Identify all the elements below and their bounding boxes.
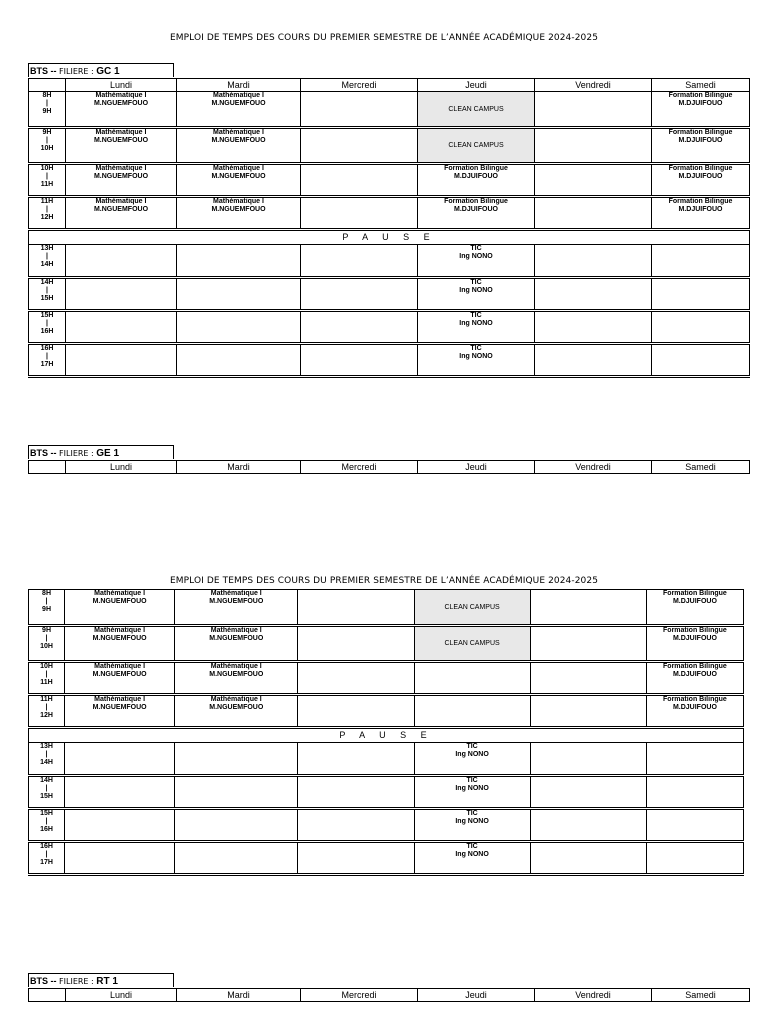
empty-slot	[65, 776, 175, 809]
empty-slot	[175, 842, 298, 875]
slot-course: Formation Bilingue	[668, 129, 733, 136]
slot-teacher: M.DJUIFOUO	[678, 137, 723, 144]
slot-teacher: M.DJUIFOUO	[672, 635, 717, 642]
time-row	[29, 662, 744, 695]
pause-label: P A U S E	[29, 230, 750, 245]
empty-slot	[530, 695, 646, 728]
empty-slot	[301, 128, 418, 164]
time-row	[29, 590, 744, 626]
slot-course: Formation Bilingue	[668, 165, 733, 172]
time-slot: 8H | 9H	[29, 590, 65, 626]
slot-course: Formation Bilingue	[444, 198, 508, 205]
course-slot	[646, 695, 743, 728]
slot-teacher: M.NGUEMFOUO	[93, 173, 149, 180]
time-slot: 15H | 16H	[29, 809, 65, 842]
time-row	[29, 128, 750, 164]
slot-course: Mathématique I	[213, 165, 264, 172]
timetable-page2	[28, 589, 744, 876]
course-slot	[177, 164, 301, 197]
course-slot	[418, 197, 535, 230]
time-slot: 9H | 10H	[29, 128, 66, 164]
course-slot	[652, 128, 750, 164]
clean-campus-slot	[418, 92, 535, 128]
course-slot	[66, 92, 177, 128]
slot-course: Mathématique I	[210, 696, 262, 703]
time-slot: 9H | 10H	[29, 626, 65, 662]
slot-course: Formation Bilingue	[663, 627, 727, 634]
slot-teacher: M.NGUEMFOUO	[93, 206, 149, 213]
slot-teacher: M.DJUIFOUO	[678, 173, 723, 180]
slot-course: Mathématique I	[94, 590, 146, 597]
empty-slot	[652, 278, 750, 311]
empty-slot	[535, 128, 652, 164]
slot-teacher: M.NGUEMFOUO	[209, 598, 264, 605]
pause-row	[29, 728, 744, 743]
bts-prefix: BTS --	[30, 66, 57, 76]
course-slot	[652, 197, 750, 230]
empty-slot	[530, 662, 646, 695]
day-header-row	[29, 461, 750, 474]
slot-teacher: Ing NONO	[455, 751, 489, 758]
day-header: Lundi	[66, 461, 177, 474]
empty-slot	[66, 278, 177, 311]
time-row	[29, 776, 744, 809]
empty-slot	[65, 842, 175, 875]
empty-slot	[301, 278, 418, 311]
time-slot: 15H | 16H	[29, 311, 66, 344]
slot-teacher: M.NGUEMFOUO	[92, 635, 147, 642]
slot-course: TIC	[470, 312, 482, 319]
time-slot: 11H | 12H	[29, 695, 65, 728]
empty-slot	[177, 311, 301, 344]
slot-teacher: M.DJUIFOUO	[454, 173, 498, 180]
slot-teacher: Ing NONO	[459, 353, 493, 360]
slot-teacher: M.NGUEMFOUO	[93, 137, 149, 144]
day-header: Mardi	[177, 461, 301, 474]
course-slot	[175, 590, 298, 626]
slot-teacher: M.NGUEMFOUO	[211, 137, 266, 144]
empty-slot	[301, 245, 418, 278]
empty-slot	[414, 662, 530, 695]
clean-campus-slot	[418, 128, 535, 164]
course-slot	[418, 344, 535, 377]
course-slot	[65, 662, 175, 695]
course-slot	[65, 695, 175, 728]
empty-slot	[646, 743, 743, 776]
empty-slot	[301, 311, 418, 344]
document-title-2: EMPLOI DE TEMPS DES COURS DU PREMIER SEMESTRE DE L’ANNÉE ACADÉMIQUE 2024-2025	[169, 576, 599, 586]
course-slot	[414, 743, 530, 776]
slot-course: Mathématique I	[95, 198, 147, 205]
filiere-label-gc1	[28, 63, 174, 77]
empty-slot	[298, 776, 414, 809]
slot-course: TIC	[470, 279, 482, 286]
filiere-code: GE 1	[96, 448, 120, 459]
day-header: Mardi	[177, 989, 301, 1002]
slot-teacher: Ing NONO	[455, 785, 489, 792]
time-row	[29, 92, 750, 128]
slot-teacher: Ing NONO	[459, 287, 493, 294]
empty-slot	[535, 344, 652, 377]
course-slot	[177, 197, 301, 230]
empty-slot	[530, 590, 646, 626]
empty-slot	[177, 245, 301, 278]
filiere-word: FILIERE :	[56, 67, 97, 76]
day-header: Vendredi	[535, 989, 652, 1002]
slot-teacher: M.DJUIFOUO	[672, 598, 717, 605]
empty-slot	[652, 344, 750, 377]
empty-slot	[175, 776, 298, 809]
course-slot	[646, 662, 743, 695]
course-slot	[414, 776, 530, 809]
time-row	[29, 743, 744, 776]
slot-teacher: M.NGUEMFOUO	[209, 671, 264, 678]
time-row	[29, 245, 750, 278]
slot-course: CLEAN CAMPUS	[448, 142, 504, 149]
course-slot	[175, 626, 298, 662]
empty-slot	[535, 197, 652, 230]
slot-course: CLEAN CAMPUS	[444, 603, 500, 611]
course-slot	[65, 626, 175, 662]
slot-teacher: Ing NONO	[455, 851, 489, 858]
empty-slot	[66, 245, 177, 278]
document-title: EMPLOI DE TEMPS DES COURS DU PREMIER SEMESTRE DE L’ANNÉE ACADÉMIQUE 2024-2025	[169, 33, 599, 43]
time-slot: 16H | 17H	[29, 344, 66, 377]
day-header: Samedi	[652, 79, 750, 92]
course-slot	[418, 311, 535, 344]
day-header: Samedi	[652, 989, 750, 1002]
empty-slot	[66, 344, 177, 377]
filiere-word: FILIERE :	[56, 449, 97, 458]
empty-slot	[530, 842, 646, 875]
slot-teacher: Ing NONO	[459, 320, 493, 327]
filiere-word: FILIERE :	[56, 977, 97, 986]
empty-slot	[175, 743, 298, 776]
slot-teacher: M.NGUEMFOUO	[211, 173, 266, 180]
empty-slot	[65, 743, 175, 776]
empty-slot	[535, 278, 652, 311]
course-slot	[646, 626, 743, 662]
course-slot	[175, 695, 298, 728]
slot-teacher: M.NGUEMFOUO	[92, 671, 147, 678]
slot-course: Formation Bilingue	[663, 663, 727, 670]
time-row	[29, 278, 750, 311]
day-header: Lundi	[66, 79, 177, 92]
slot-teacher: M.DJUIFOUO	[678, 206, 723, 213]
day-header: Jeudi	[418, 461, 535, 474]
empty-slot	[535, 311, 652, 344]
slot-course: Formation Bilingue	[668, 198, 733, 205]
day-header: Mercredi	[301, 461, 418, 474]
slot-course: Mathématique I	[210, 663, 262, 670]
slot-course: Mathématique I	[94, 627, 146, 634]
slot-teacher: M.DJUIFOUO	[672, 704, 717, 711]
slot-course: Mathématique I	[94, 696, 146, 703]
filiere-label-rt1	[28, 973, 174, 987]
empty-slot	[298, 662, 414, 695]
filiere-code: RT 1	[96, 976, 118, 987]
time-slot: 11H | 12H	[29, 197, 66, 230]
course-slot	[646, 590, 743, 626]
slot-teacher: M.NGUEMFOUO	[211, 206, 266, 213]
course-slot	[418, 278, 535, 311]
slot-teacher: Ing NONO	[455, 818, 489, 825]
empty-slot	[652, 245, 750, 278]
course-slot	[66, 164, 177, 197]
time-row	[29, 311, 750, 344]
slot-course: CLEAN CAMPUS	[448, 105, 504, 113]
slot-teacher: Ing NONO	[459, 253, 493, 260]
pause-row	[29, 230, 750, 245]
slot-course: TIC	[470, 245, 482, 252]
timetable-rt1-header	[28, 988, 744, 1002]
empty-slot	[530, 776, 646, 809]
clean-campus-slot	[414, 590, 530, 626]
time-row	[29, 842, 744, 875]
corner-cell	[29, 461, 66, 474]
empty-slot	[646, 842, 743, 875]
slot-teacher: M.DJUIFOUO	[678, 100, 723, 107]
time-slot: 14H | 15H	[29, 278, 66, 311]
empty-slot	[652, 311, 750, 344]
course-slot	[177, 92, 301, 128]
corner-cell	[29, 989, 66, 1002]
time-slot: 8H | 9H	[29, 92, 66, 128]
empty-slot	[298, 842, 414, 875]
slot-course: TIC	[466, 743, 478, 750]
slot-course: Mathématique I	[210, 627, 262, 634]
empty-slot	[535, 92, 652, 128]
slot-teacher: M.NGUEMFOUO	[209, 635, 264, 642]
slot-teacher: M.DJUIFOUO	[672, 671, 717, 678]
time-slot: 10H | 11H	[29, 662, 65, 695]
day-header-row	[29, 989, 750, 1002]
slot-course: TIC	[470, 345, 482, 352]
time-row	[29, 164, 750, 197]
course-slot	[418, 245, 535, 278]
timetable-gc1	[28, 78, 744, 378]
empty-slot	[301, 164, 418, 197]
day-header: Lundi	[66, 989, 177, 1002]
time-slot: 14H | 15H	[29, 776, 65, 809]
course-slot	[65, 590, 175, 626]
empty-slot	[298, 626, 414, 662]
slot-teacher: M.DJUIFOUO	[454, 206, 498, 213]
course-slot	[418, 164, 535, 197]
empty-slot	[298, 809, 414, 842]
time-slot: 13H | 14H	[29, 743, 65, 776]
slot-course: Mathématique I	[213, 198, 264, 205]
slot-course: Formation Bilingue	[668, 92, 733, 99]
slot-course: Mathématique I	[213, 92, 264, 99]
clean-campus-slot	[414, 626, 530, 662]
slot-course: Mathématique I	[94, 663, 146, 670]
day-header: Mercredi	[301, 79, 418, 92]
slot-course: Formation Bilingue	[444, 165, 508, 172]
empty-slot	[535, 245, 652, 278]
time-slot: 16H | 17H	[29, 842, 65, 875]
slot-course: TIC	[466, 843, 478, 850]
empty-slot	[175, 809, 298, 842]
day-header: Jeudi	[418, 989, 535, 1002]
timetable-ge1-header	[28, 460, 744, 474]
slot-course: CLEAN CAMPUS	[444, 640, 500, 647]
day-header: Jeudi	[418, 79, 535, 92]
course-slot	[414, 842, 530, 875]
slot-course: Mathématique I	[210, 590, 262, 597]
slot-course: Mathématique I	[95, 129, 147, 136]
empty-slot	[298, 695, 414, 728]
time-row	[29, 809, 744, 842]
course-slot	[652, 164, 750, 197]
day-header: Vendredi	[535, 79, 652, 92]
empty-slot	[177, 344, 301, 377]
empty-slot	[530, 809, 646, 842]
slot-teacher: M.NGUEMFOUO	[209, 704, 264, 711]
empty-slot	[65, 809, 175, 842]
empty-slot	[301, 92, 418, 128]
slot-course: Mathématique I	[95, 92, 147, 99]
course-slot	[652, 92, 750, 128]
slot-course: TIC	[466, 777, 478, 784]
empty-slot	[414, 695, 530, 728]
course-slot	[66, 197, 177, 230]
bts-prefix: BTS --	[30, 976, 57, 986]
empty-slot	[301, 344, 418, 377]
time-row	[29, 344, 750, 377]
bts-prefix: BTS --	[30, 448, 57, 458]
slot-course: Mathématique I	[95, 165, 147, 172]
day-header-row	[29, 79, 750, 92]
slot-teacher: M.NGUEMFOUO	[92, 598, 147, 605]
empty-slot	[298, 590, 414, 626]
empty-slot	[535, 164, 652, 197]
day-header: Vendredi	[535, 461, 652, 474]
time-slot: 10H | 11H	[29, 164, 66, 197]
empty-slot	[530, 626, 646, 662]
empty-slot	[298, 743, 414, 776]
pause-label: P A U S E	[29, 728, 744, 743]
slot-course: Formation Bilingue	[663, 696, 727, 703]
time-row	[29, 197, 750, 230]
filiere-label-ge1	[28, 445, 174, 459]
slot-course: Mathématique I	[213, 129, 264, 136]
empty-slot	[530, 743, 646, 776]
time-slot: 13H | 14H	[29, 245, 66, 278]
corner-cell	[29, 79, 66, 92]
empty-slot	[66, 311, 177, 344]
slot-teacher: M.NGUEMFOUO	[211, 100, 266, 107]
course-slot	[177, 128, 301, 164]
filiere-code: GC 1	[96, 66, 120, 77]
empty-slot	[646, 809, 743, 842]
slot-course: Formation Bilingue	[663, 590, 727, 597]
time-row	[29, 626, 744, 662]
day-header: Mardi	[177, 79, 301, 92]
course-slot	[414, 809, 530, 842]
course-slot	[175, 662, 298, 695]
course-slot	[66, 128, 177, 164]
slot-course: TIC	[466, 810, 478, 817]
time-row	[29, 695, 744, 728]
empty-slot	[646, 776, 743, 809]
slot-teacher: M.NGUEMFOUO	[92, 704, 147, 711]
empty-slot	[301, 197, 418, 230]
day-header: Samedi	[652, 461, 750, 474]
day-header: Mercredi	[301, 989, 418, 1002]
empty-slot	[177, 278, 301, 311]
slot-teacher: M.NGUEMFOUO	[93, 100, 149, 107]
